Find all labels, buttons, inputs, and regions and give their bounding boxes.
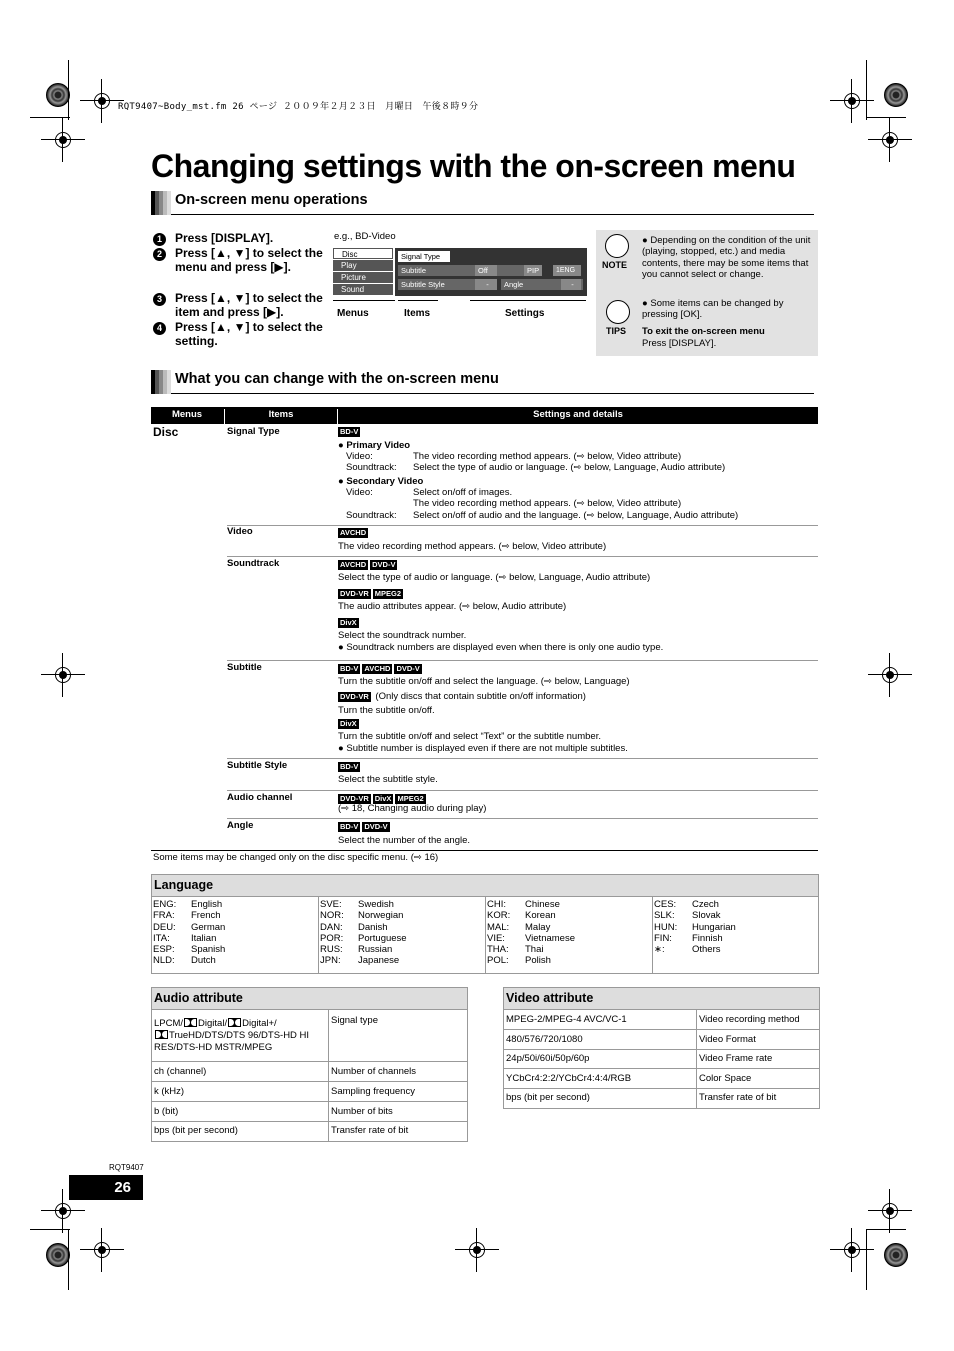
- table-row: k (kHz) Sampling frequency: [152, 1082, 467, 1102]
- step-number-icon: 4: [153, 322, 166, 335]
- osd-val-lang: 1ENG: [553, 265, 581, 276]
- exit-text: Press [DISPLAY].: [642, 338, 717, 349]
- tips-icon: [606, 300, 630, 324]
- dolby-icon: [184, 1018, 197, 1027]
- step-number-icon: 1: [153, 233, 166, 246]
- crop-mark: [41, 118, 85, 162]
- item-subtitle: Subtitle: [227, 662, 262, 673]
- step-number-icon: 3: [153, 293, 166, 306]
- crop-mark: [80, 1228, 124, 1272]
- step-4: 4 Press [▲, ▼] to select the setting.: [153, 320, 174, 335]
- item-video: Video: [227, 526, 253, 537]
- section-bars-icon: [151, 370, 171, 394]
- step-3: 3 Press [▲, ▼] to select the item and press [▶].: [153, 291, 174, 306]
- section-header-changes: [151, 368, 814, 394]
- crop-mark: [455, 1228, 499, 1272]
- col-settings: Settings and details: [533, 409, 623, 420]
- model-number: RQT9407: [109, 1163, 144, 1172]
- language-title: Language: [152, 875, 818, 897]
- table-row: 24p/50i/60i/50p/60p Video Frame rate: [504, 1050, 819, 1069]
- osd-label-items: Items: [404, 308, 431, 319]
- note-text: ● Depending on the condition of the unit (playing, stopped, etc.) and media contents, there may be some items that you cannot select or change.: [642, 235, 811, 280]
- osd-val-dash: -: [475, 279, 497, 290]
- osd-label-settings: Settings: [505, 308, 545, 319]
- settings-subtitle-tags1: BD-V AVCHD DVD-V: [340, 664, 420, 673]
- step-2: 2 Press [▲, ▼] to select the menu and press [▶].: [153, 246, 174, 261]
- osd-example-caption: e.g., BD-Video: [334, 231, 396, 242]
- item-soundtrack: Soundtrack: [227, 558, 280, 569]
- badge-avchd: AVCHD: [340, 528, 367, 537]
- crop-mark: [830, 1228, 874, 1272]
- menu-disc: Disc: [153, 425, 179, 439]
- table-row: bps (bit per second) Transfer rate of bit: [504, 1089, 819, 1108]
- page-title: Changing settings with the on-screen menu: [151, 148, 796, 184]
- exit-title: To exit the on-screen menu: [642, 326, 765, 337]
- trim-line: [68, 1230, 69, 1290]
- lang-col-3: CHI: Chinese KOR: Korean MAL: Malay VIE: Vietnamese THA: Thai POL: Polish: [487, 899, 575, 967]
- col-menus: Menus: [171, 409, 203, 420]
- file-meta: RQT9407~Body_mst.fm 26 ページ ２００９年２月２３日 月曜日 午後８時９分: [118, 102, 479, 112]
- table-row: LPCM/ Digital/ Digital+/ TrueHD/DTS/DTS 96/DTS-HD HI RES/DTS-HD MSTR/MPEG Signal type: [152, 1010, 467, 1062]
- table-header: [151, 407, 818, 424]
- dolby-icon: [228, 1018, 241, 1027]
- osd-illustration: [333, 248, 587, 296]
- trim-line: [30, 117, 70, 118]
- step-1: 1 Press [DISPLAY].: [153, 231, 174, 246]
- item-angle: Angle: [227, 820, 254, 831]
- osd-panel: [395, 248, 587, 296]
- osd-val-dash: -: [561, 279, 581, 290]
- section-bars-icon: [151, 191, 171, 215]
- table-row: YCbCr4:2:2/YCbCr4:4:4/RGB Color Space: [504, 1069, 819, 1089]
- audio-attribute-title: Audio attribute: [152, 988, 467, 1010]
- primary-video-heading: ● Primary Video: [338, 440, 411, 451]
- settings-soundtrack-tags3: DivX: [340, 618, 357, 627]
- note-label: NOTE: [602, 260, 628, 270]
- settings-subtitle-tags2: DVD-VR (Only discs that contain subtitle on/off information): [340, 691, 586, 702]
- table-row: b (bit) Number of bits: [152, 1102, 467, 1122]
- item-signal-type: Signal Type: [227, 426, 280, 437]
- table-row: ch (channel) Number of channels: [152, 1062, 467, 1082]
- trim-line: [866, 117, 906, 118]
- osd-menu-play: Play: [333, 260, 393, 271]
- audio-attribute-table: [151, 987, 468, 1142]
- osd-label-menus: Menus: [337, 308, 369, 319]
- section-header-operations: [151, 189, 814, 215]
- table-row: 480/576/720/1080 Video Format: [504, 1030, 819, 1050]
- registration-mark: [884, 1243, 908, 1267]
- item-subtitle-style: Subtitle Style: [227, 760, 288, 771]
- table-row: MPEG-2/MPEG-4 AVC/VC-1 Video recording method: [504, 1010, 819, 1030]
- trim-line: [30, 1229, 70, 1230]
- crop-mark: [868, 1189, 912, 1233]
- tips-label: TIPS: [606, 326, 627, 336]
- osd-item-signal-type: Signal Type: [398, 251, 450, 262]
- table-bottom-rule: [151, 850, 818, 851]
- lang-col-2: SVE: Swedish NOR: Norwegian DAN: Danish POR: Portuguese RUS: Russian JPN: Japanese: [320, 899, 407, 967]
- osd-val-pip: PIP: [524, 265, 542, 276]
- video-attribute-title: Video attribute: [504, 988, 819, 1010]
- note-icon: [605, 234, 629, 258]
- dolby-icon: [155, 1030, 168, 1039]
- language-table: [151, 874, 819, 974]
- item-audio-channel: Audio channel: [227, 792, 293, 803]
- settings-soundtrack-tags1: AVCHD DVD-V: [340, 560, 396, 569]
- osd-menu-sound: Sound: [333, 284, 393, 295]
- note-box: [596, 230, 818, 356]
- trim-line: [866, 60, 867, 120]
- footnote: Some items may be changed only on the disc specific menu. (⇨ 16): [153, 852, 439, 863]
- lang-col-1: ENG: English FRA: French DEU: German ITA: Italian ESP: Spanish NLD: Dutch: [153, 899, 226, 967]
- lang-col-4: CES: Czech SLK: Slovak HUN: Hungarian FIN: Finnish ∗: Others: [654, 899, 736, 956]
- osd-menu-disc: Disc: [333, 248, 393, 259]
- secondary-video-heading: ● Secondary Video: [338, 476, 424, 487]
- table-row: bps (bit per second) Transfer rate of bit: [152, 1122, 467, 1141]
- settings-soundtrack-tags2: DVD-VR MPEG2: [340, 589, 402, 598]
- osd-item-subtitle-style: Subtitle Style: [398, 279, 496, 290]
- trim-line: [68, 60, 69, 120]
- osd-item-subtitle: Subtitle: [398, 265, 526, 276]
- settings-signal-type: [338, 426, 362, 438]
- section-title: What you can change with the on-screen menu: [175, 371, 499, 387]
- registration-mark: [884, 83, 908, 107]
- crop-mark: [868, 118, 912, 162]
- col-items: Items: [268, 409, 294, 420]
- trim-line: [866, 1229, 906, 1230]
- osd-menu-picture: Picture: [333, 272, 393, 283]
- osd-item-angle: Angle: [501, 279, 583, 290]
- registration-mark: [46, 83, 70, 107]
- osd-val-off: Off: [475, 265, 497, 276]
- badge-bd-v: BD-V: [340, 427, 359, 436]
- trim-line: [866, 1230, 867, 1290]
- step-number-icon: 2: [153, 248, 166, 261]
- crop-mark: [41, 653, 85, 697]
- page-number: 26: [69, 1175, 143, 1200]
- section-title: On-screen menu operations: [175, 192, 368, 208]
- video-attribute-table: [503, 987, 820, 1109]
- osd-bracket: [470, 300, 586, 301]
- settings-subtitle-tags3: DivX: [340, 719, 357, 728]
- osd-bracket: [398, 300, 438, 301]
- crop-mark: [868, 653, 912, 697]
- osd-bracket: [333, 300, 395, 301]
- tips-text: ● Some items can be changed by pressing [OK].: [642, 298, 784, 321]
- registration-mark: [46, 1243, 70, 1267]
- settings-video: [338, 527, 370, 539]
